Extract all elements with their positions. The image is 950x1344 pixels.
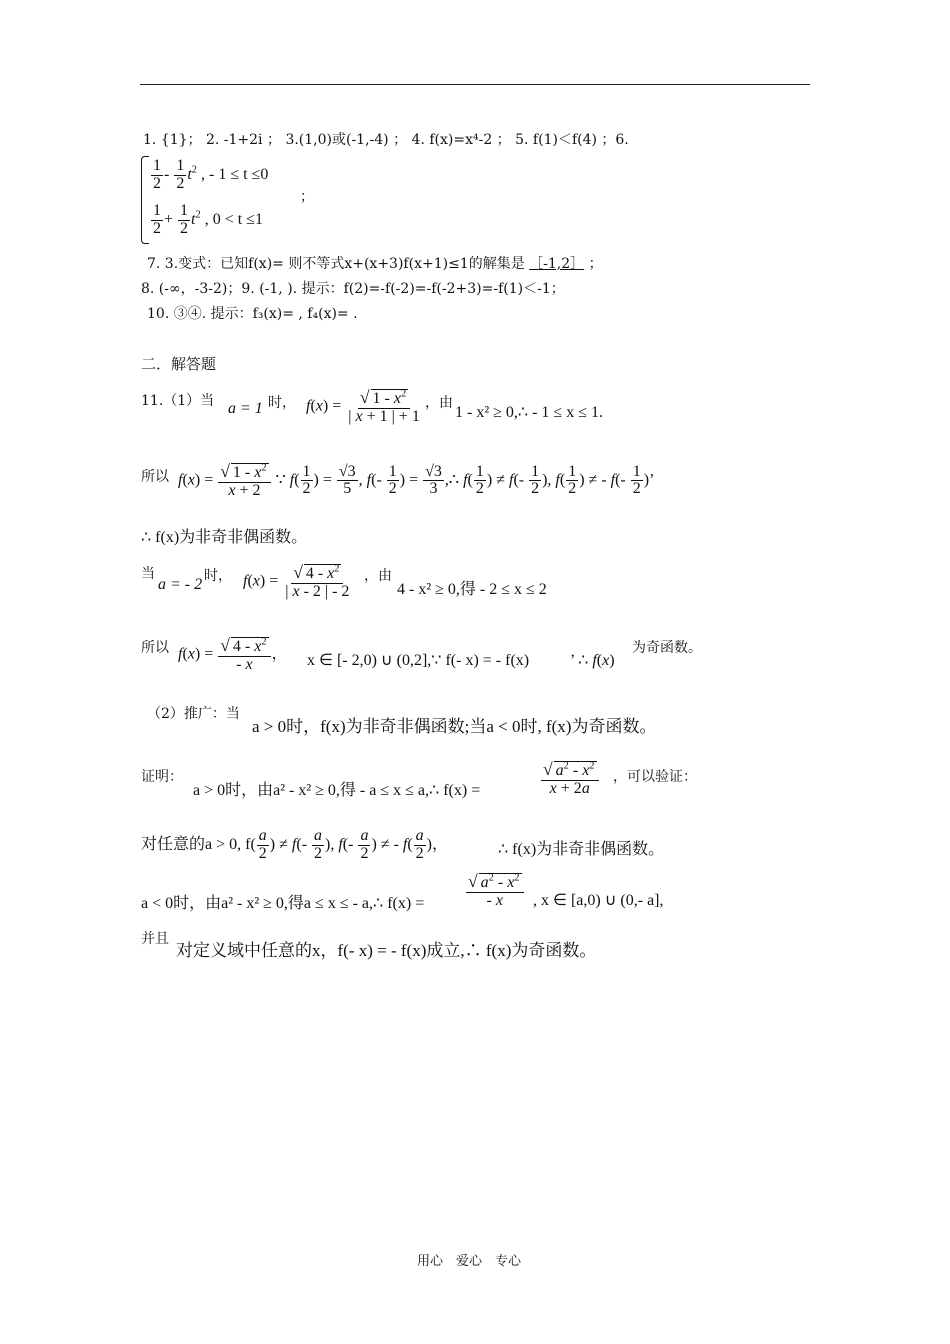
q11-proof-text: a > 0时，由a² - x² ≥ 0,得 - a ≤ x ≤ a,∴ f(x) = (193, 782, 481, 799)
q11-so-1: 所以 (141, 469, 169, 485)
q11-proof-label: 证明： (141, 769, 183, 785)
q11-odd-conclusion: 为奇函数。 (632, 640, 702, 656)
piece-row-1: $\frac{1}{2}$ - $\frac{1}{2}$ $t^2$ , - 1 ≤ t ≤0 (153, 157, 269, 192)
q11-when-2: 时， (204, 568, 232, 584)
q11-also: 并且 (141, 931, 169, 947)
q11-cond2: 4 - x² ≥ 0,得 - 2 ≤ x ≤ 2 (397, 581, 547, 598)
piece-row-2: $\frac{1}{2}$ + $\frac{1}{2}$ $t^2$ , 0 < t ≤1 (153, 202, 263, 237)
q11-by: ，由 (425, 395, 453, 411)
piece-2-condition: , 0 < t ≤1 (204, 210, 263, 228)
answer-line-7 (147, 253, 603, 273)
q11-a2: a = - 2 (158, 576, 203, 593)
formula-f-odd: f(x) = $\frac{√ 4 - x^2}{- x}$ ， (178, 635, 288, 673)
header-rule (140, 84, 810, 85)
q11-dang: 当 (141, 566, 155, 582)
q11-not-parity-2: ∴ f(x)为非奇非偶函数。 (498, 841, 665, 858)
q11-domain2: x ∈ [- 2,0) ∪ (0,2],∵ f(- x) = - f(x) (307, 652, 530, 669)
formula-any-a: 对任意的a > 0, f( $\frac{a}{2}$ ) ≠ f(- $\frac{a}{2}$ ), f(- $\frac{a}{2}$ ) ≠ - f( $\frac{a}{2}$ )， (141, 827, 449, 862)
line-7-end: ； (588, 256, 603, 272)
q11-by-2: ，由 (364, 568, 392, 584)
formula-evaluation-1: f(x) = $\frac{√ 1 - x^2}{x + 2}$ ∵ f( $\frac{1}{2}$ ) = $\frac{√3}{5}$ , f(- $\frac{1}{2}$ ) = $\frac{√3}{3}$ ,∴ f( $\frac{1}{2}$ ) ≠ f(- $\frac{1}{2}$ ), f( $\frac{1}{2}$ ) ≠ - f(- $\frac{1}{2}$ )’ (178, 461, 655, 499)
q11-final: 对定义域中任意的x，f(- x) = - f(x)成立,∴ f(x)为奇函数。 (176, 941, 597, 960)
answer-line-1: 1. {1}； 2. -1+2i ； 3.(1,0)或(-1,-4) ； 4. f(x)=x⁴-2 ； 5. f(1)＜f(4) ；6. (143, 132, 629, 148)
q11-not-parity-1: ∴ f(x)为非奇非偶函数。 (141, 529, 308, 546)
any-a-text: 对任意的a > 0, f( (141, 835, 256, 853)
piece-1-condition: , - 1 ≤ t ≤0 (200, 165, 269, 183)
q11-when: 时， (268, 395, 296, 411)
line-7-text: 7. 3.变式：已知f(x)= 则不等式x+(x+3)f(x+1)≤1的解集是 (147, 256, 525, 272)
piecewise-brace (141, 156, 149, 244)
page-footer: 用心 爱心 专心 (417, 1254, 522, 1269)
section-title: 二．解答题 (141, 355, 217, 373)
formula-f-neg: $\frac{√ a^2 - x^2}{- x}$ (465, 872, 525, 910)
q11-cond1: 1 - x² ≥ 0,∴ - 1 ≤ x ≤ 1. (455, 404, 603, 421)
q11-neg-domain: , x ∈ [a,0) ∪ (0,- a], (533, 892, 664, 909)
q11-so-2: 所以 (141, 640, 169, 656)
q11-neg-case: a < 0时，由a² - x² ≥ 0,得a ≤ x ≤ - a,∴ f(x) = (141, 895, 425, 912)
answer-line-10: 10. ③④. 提示：f₃(x)= , f₄(x)= . (147, 306, 358, 322)
line-7-answer: ［-1,2］ (529, 256, 585, 272)
q11-therefore: ’ ∴ f(x) (570, 652, 615, 669)
answer-line-8: 8. (-∞，-3-2)；9. (-1, ). 提示：f(2)=-f(-2)=-f(-2+3)=-f(1)＜-1； (141, 281, 565, 297)
formula-f-a2: f(x) = $\frac{√ 4 - x^2}{| x - 2 | - 2}$ (243, 562, 350, 600)
q11-part2-label: （2）推广：当 (147, 706, 240, 722)
q11-a1: a = 1 (228, 400, 263, 417)
q11-label: 11.（1）当 (141, 393, 215, 409)
formula-f-a1: f(x) = $\frac{√ 1 - x^2}{| x + 1 | + 1}$ (306, 387, 420, 425)
q11-part2-text: a > 0时，f(x)为非奇非偶函数;当a < 0时, f(x)为奇函数。 (252, 717, 657, 736)
formula-f-general: $\frac{√ a^2 - x^2}{x + 2a}$ (540, 760, 600, 798)
piece-semicolon: ； (300, 189, 314, 205)
q11-verify: ，可以验证： (613, 769, 697, 785)
